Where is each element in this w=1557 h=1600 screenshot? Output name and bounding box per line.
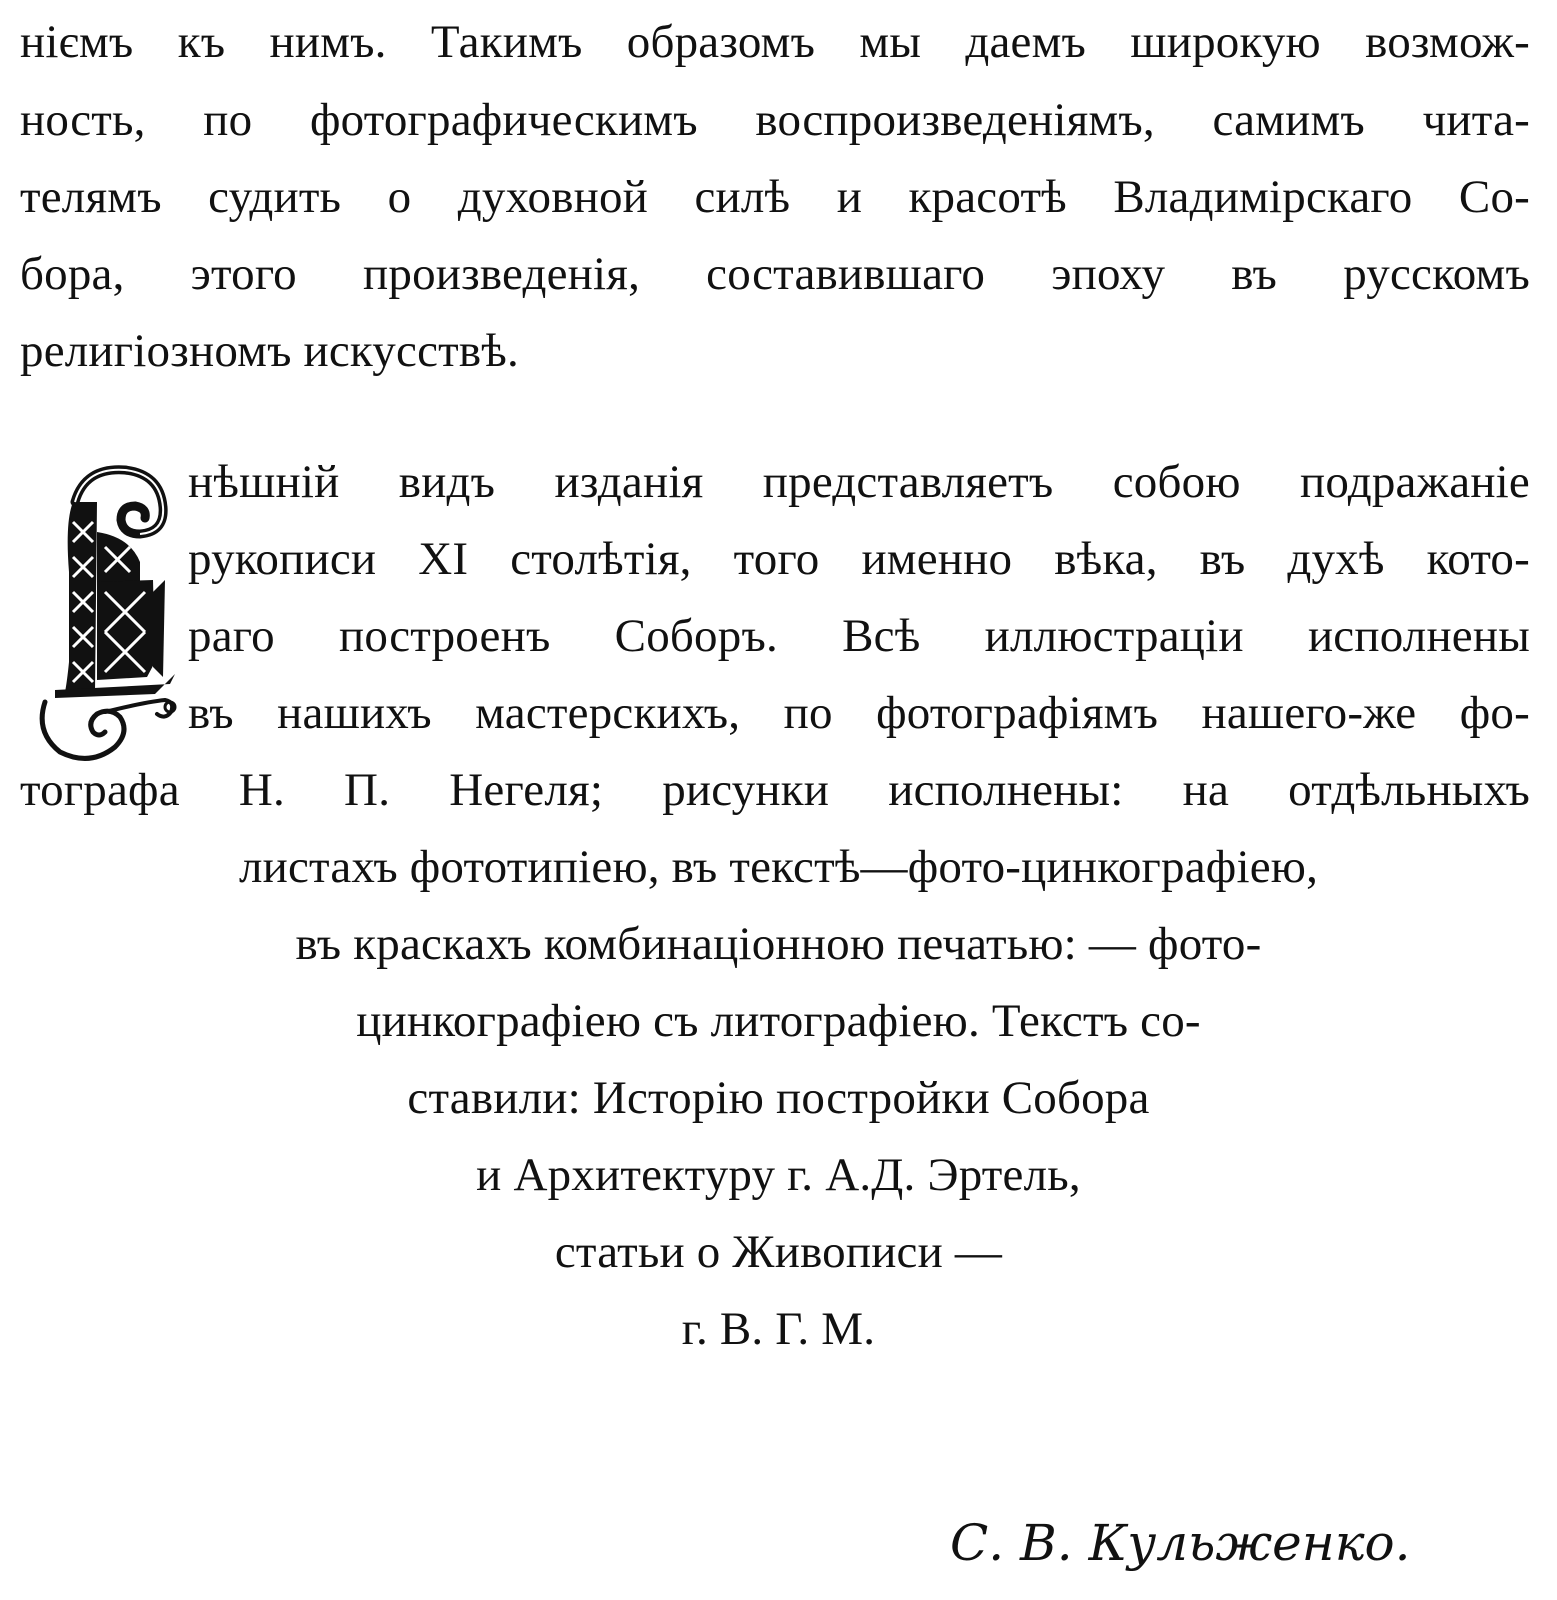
paragraph1-line-4: бора, этого произведенія, составившаго эпоху въ русскомъ [20, 248, 1530, 300]
paragraph2-line-6: листахъ фототипіею, въ текстѣ—фото-цинкографіею, [238, 841, 1319, 893]
paragraph2-line-9: ставили: Исторію постройки Собора [407, 1072, 1150, 1124]
dropcap-ornament [35, 462, 185, 772]
paragraph2-line-1: нѣшній видъ изданія представляетъ собою подражаніе [188, 456, 1530, 508]
paragraph2-line-11: статьи о Живописи — [554, 1226, 1003, 1278]
paragraph2-line-5: тографа Н. П. Негеля; рисунки исполнены: на отдѣльныхъ [20, 764, 1530, 816]
paragraph1-line-3: телямъ судить о духовной силѣ и красотѣ Владимірскаго Со- [20, 171, 1530, 223]
paragraph2-line-4: въ нашихъ мастерскихъ, по фотографіямъ нашего-же фо- [188, 687, 1530, 739]
paragraph1-line-5: религіозномъ искусствѣ. [20, 325, 519, 377]
paragraph2-line-8: цинкографіею съ литографіею. Текстъ со- [356, 995, 1201, 1047]
paragraph2-line-10: и Архитектуру г. А.Д. Эртель, [476, 1149, 1081, 1201]
paragraph2-line-2: рукописи XI столѣтія, того именно вѣка, въ духѣ кото- [188, 533, 1530, 585]
paragraph1-line-1: ніємъ къ нимъ. Такимъ образомъ мы даемъ широкую возмож- [20, 16, 1530, 68]
signature: С. В. Кульженко. [950, 1514, 1411, 1572]
paragraph2-line-3: раго построенъ Соборъ. Всѣ иллюстраціи исполнены [188, 610, 1530, 662]
paragraph2-line-12: г. В. Г. М. [681, 1303, 876, 1355]
paragraph2-line-7: въ краскахъ комбинаціонною печатью: — фото- [295, 918, 1262, 970]
paragraph1-line-2: ность, по фотографическимъ воспроизведеніямъ, самимъ чита- [20, 94, 1530, 146]
